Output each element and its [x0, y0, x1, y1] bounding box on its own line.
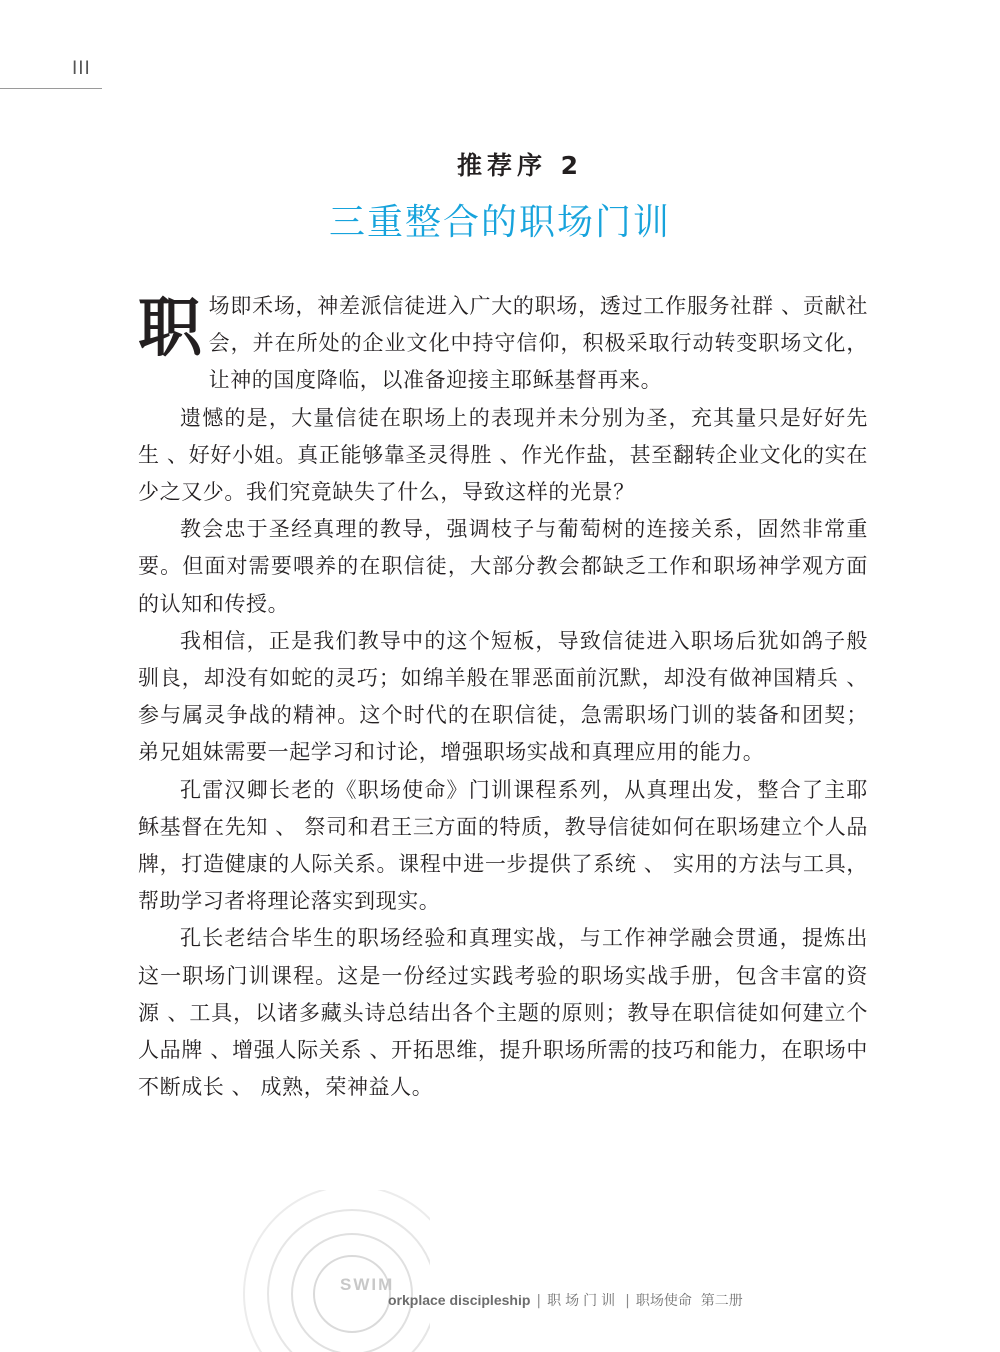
paragraph: 教会忠于圣经真理的教导，强调枝子与葡萄树的连接关系，固然非常重要。但面对需要喂养的在职信徒，大部分教会都缺乏工作和职场神学观方面的认知和传授。: [138, 517, 868, 616]
paragraph: 孔长老结合毕生的职场经验和真理实战，与工作神学融会贯通，提炼出这一职场门训课程。这是一份经过实践考验的职场实战手册，包含丰富的资源 、工具，以诸多藏头诗总结出各个主题的原则；教导在职信徒如何建立个人品牌 、增强人际关系 、开拓思维，提升职场所需的技巧和能力，在职场中不断成长 、 成熟，荣神益人。: [138, 926, 868, 1100]
page-title: 三重整合的职场门训: [328, 202, 671, 243]
swim-logo-icon: [240, 1190, 430, 1352]
footer-caption: [388, 1290, 743, 1310]
footer-brand: orkplace discipleship: [388, 1292, 531, 1308]
article-body: [138, 288, 868, 1106]
paragraph-text: 场即禾场，神差派信徒进入广大的职场，透过工作服务社群 、贡献社会，并在所处的企业文化中持守信仰，积极采取行动转变职场文化，让神的国度降临，以准备迎接主耶稣基督再来。: [208, 294, 868, 393]
paragraph: 我相信，正是我们教导中的这个短板，导致信徒进入职场后犹如鸽子般驯良，却没有如蛇的灵巧；如绵羊般在罪恶面前沉默，却没有做神国精兵 、 参与属灵争战的精神。这个时代的在职信徒，急需职场门训的装备和团契；弟兄姐妹需要一起学习和讨论，增强职场实战和真理应用的能力。: [138, 628, 868, 765]
paragraph: [138, 288, 868, 400]
footer-separator: |: [536, 1293, 542, 1309]
page-number: III: [72, 58, 91, 79]
paragraph: 孔雷汉卿长老的《职场使命》门训课程系列，从真理出发，整合了主耶稣基督在先知 、 祭司和君王三方面的特质，教导信徒如何在职场建立个人品牌，打造健康的人际关系。课程中进一步提供了系统 、 实用的方法与工具，帮助学习者将理论落实到现实。: [138, 777, 868, 914]
paragraph: 遗憾的是，大量信徒在职场上的表现并未分别为圣，充其量只是好好先生 、好好小姐。真正能够靠圣灵得胜 、作光作盐，甚至翻转企业文化的实在少之又少。我们究竟缺失了什么，导致这样的光景？: [138, 405, 868, 505]
header-rule: [0, 88, 102, 89]
logo-wordmark: SWIM: [340, 1275, 395, 1294]
drop-cap: 职: [138, 292, 203, 366]
footer-series: 职场门训: [547, 1293, 620, 1309]
section-label: 推荐序 2: [456, 151, 584, 180]
footer-volume: 第二册: [700, 1293, 743, 1309]
footer-separator: |: [625, 1293, 630, 1309]
footer-book: 职场使命: [635, 1293, 692, 1309]
